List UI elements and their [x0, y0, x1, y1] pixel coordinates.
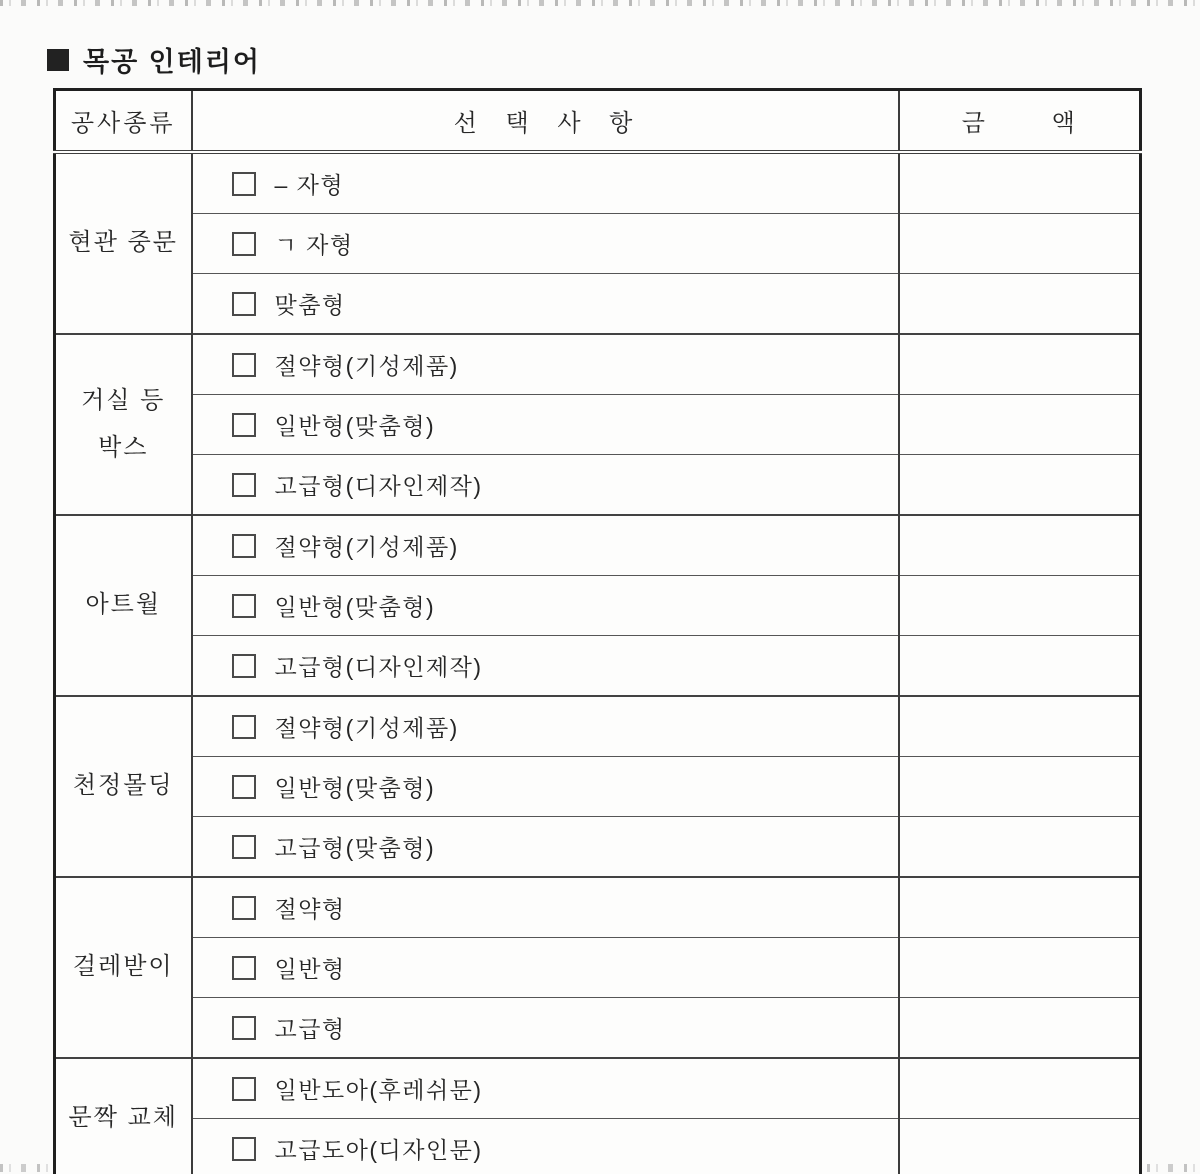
option-row-content — [232, 710, 897, 743]
option-cell — [192, 334, 899, 395]
table-row — [55, 395, 1141, 455]
work-type-cell: 걸레받이 — [55, 877, 192, 1058]
option-label: 절약형(기성제품) — [274, 534, 459, 560]
page-title — [47, 40, 261, 79]
option-row-content — [232, 1072, 897, 1105]
table-row — [55, 998, 1141, 1059]
option-row-content — [232, 770, 897, 803]
option-label: 절약형(기성제품) — [274, 353, 459, 379]
option-cell — [192, 696, 899, 757]
table-row — [55, 817, 1141, 878]
amount-cell — [899, 877, 1141, 938]
amount-cell — [899, 998, 1141, 1059]
checkbox-icon[interactable] — [232, 353, 256, 377]
page-title-text: 목공 인테리어 — [83, 47, 261, 77]
checkbox-icon[interactable] — [232, 654, 256, 678]
amount-cell — [899, 455, 1141, 516]
option-cell — [192, 817, 899, 878]
amount-cell — [899, 696, 1141, 757]
option-cell — [192, 214, 899, 274]
amount-cell — [899, 515, 1141, 576]
checkbox-icon[interactable] — [232, 1077, 256, 1101]
amount-cell — [899, 1058, 1141, 1119]
table-row — [55, 152, 1141, 214]
option-row-content — [232, 468, 897, 501]
checkbox-icon[interactable] — [232, 413, 256, 437]
option-cell — [192, 274, 899, 335]
amount-cell — [899, 817, 1141, 878]
checkbox-icon[interactable] — [232, 1016, 256, 1040]
option-cell — [192, 455, 899, 516]
table-row — [55, 334, 1141, 395]
option-label: ㄱ 자형 — [274, 232, 354, 258]
option-label: 일반형(맞춤형) — [274, 594, 436, 620]
option-row-content — [232, 167, 897, 200]
option-row-content — [232, 649, 897, 682]
amount-cell — [899, 1119, 1141, 1174]
table-row — [55, 1119, 1141, 1174]
option-row-content — [232, 830, 897, 863]
checkbox-icon[interactable] — [232, 715, 256, 739]
option-label: 고급형 — [274, 1016, 346, 1042]
table-header-row — [55, 90, 1141, 153]
option-row-content — [232, 227, 897, 260]
table-row — [55, 214, 1141, 274]
table-row — [55, 576, 1141, 636]
amount-cell — [899, 938, 1141, 998]
checkbox-icon[interactable] — [232, 956, 256, 980]
amount-cell — [899, 636, 1141, 697]
worksheet-table-body — [55, 152, 1141, 1174]
work-type-cell: 천정몰딩 — [55, 696, 192, 877]
work-type-cell: 거실 등 박스 — [55, 334, 192, 515]
table-row — [55, 455, 1141, 516]
checkbox-icon[interactable] — [232, 534, 256, 558]
option-label: 일반형(맞춤형) — [274, 413, 436, 439]
option-cell — [192, 576, 899, 636]
filled-square-icon — [47, 49, 69, 71]
checkbox-icon[interactable] — [232, 835, 256, 859]
work-type-cell: 아트월 — [55, 515, 192, 696]
work-type-cell: 문짝 교체 — [55, 1058, 192, 1174]
amount-cell — [899, 152, 1141, 214]
option-row-content — [232, 951, 897, 984]
option-row-content — [232, 891, 897, 924]
checkbox-icon[interactable] — [232, 232, 256, 256]
option-row-content — [232, 348, 897, 381]
option-row-content — [232, 1011, 897, 1044]
option-label: 절약형(기성제품) — [274, 715, 459, 741]
work-type-cell: 현관 중문 — [55, 152, 192, 334]
table-row — [55, 515, 1141, 576]
option-label: 고급형(디자인제작) — [274, 473, 483, 499]
option-row-content — [232, 287, 897, 320]
column-header-amount: 금 액 — [899, 90, 1141, 153]
table-row — [55, 757, 1141, 817]
option-label: 고급도아(디자인문) — [274, 1137, 483, 1163]
checkbox-icon[interactable] — [232, 896, 256, 920]
table-row — [55, 636, 1141, 697]
option-cell — [192, 1119, 899, 1174]
amount-cell — [899, 757, 1141, 817]
checkbox-icon[interactable] — [232, 172, 256, 196]
option-cell — [192, 636, 899, 697]
table-row — [55, 877, 1141, 938]
amount-cell — [899, 395, 1141, 455]
option-cell — [192, 877, 899, 938]
checkbox-icon[interactable] — [232, 775, 256, 799]
option-row-content — [232, 589, 897, 622]
table-row — [55, 938, 1141, 998]
checkbox-icon[interactable] — [232, 292, 256, 316]
checkbox-icon[interactable] — [232, 1137, 256, 1161]
table-row — [55, 274, 1141, 335]
option-label: 일반형 — [274, 956, 346, 982]
scan-artifact-top — [0, 0, 1200, 6]
option-row-content — [232, 529, 897, 562]
column-header-options: 선 택 사 항 — [192, 90, 899, 153]
checkbox-icon[interactable] — [232, 594, 256, 618]
option-row-content — [232, 1132, 897, 1165]
option-label: 일반도아(후레쉬문) — [274, 1077, 483, 1103]
checkbox-icon[interactable] — [232, 473, 256, 497]
woodwork-interior-table — [53, 88, 1142, 1174]
option-cell — [192, 757, 899, 817]
option-cell — [192, 998, 899, 1059]
option-label: 일반형(맞춤형) — [274, 775, 436, 801]
option-label: – 자형 — [274, 172, 345, 198]
amount-cell — [899, 214, 1141, 274]
amount-cell — [899, 274, 1141, 335]
option-label: 고급형(맞춤형) — [274, 835, 436, 861]
amount-cell — [899, 576, 1141, 636]
option-row-content — [232, 408, 897, 441]
option-label: 절약형 — [274, 896, 346, 922]
option-label: 맞춤형 — [274, 292, 346, 318]
option-cell — [192, 152, 899, 214]
amount-cell — [899, 334, 1141, 395]
option-cell — [192, 938, 899, 998]
column-header-work-type: 공사종류 — [55, 90, 192, 153]
table-row — [55, 696, 1141, 757]
option-cell — [192, 1058, 899, 1119]
option-cell — [192, 395, 899, 455]
table-row — [55, 1058, 1141, 1119]
option-cell — [192, 515, 899, 576]
option-label: 고급형(디자인제작) — [274, 654, 483, 680]
